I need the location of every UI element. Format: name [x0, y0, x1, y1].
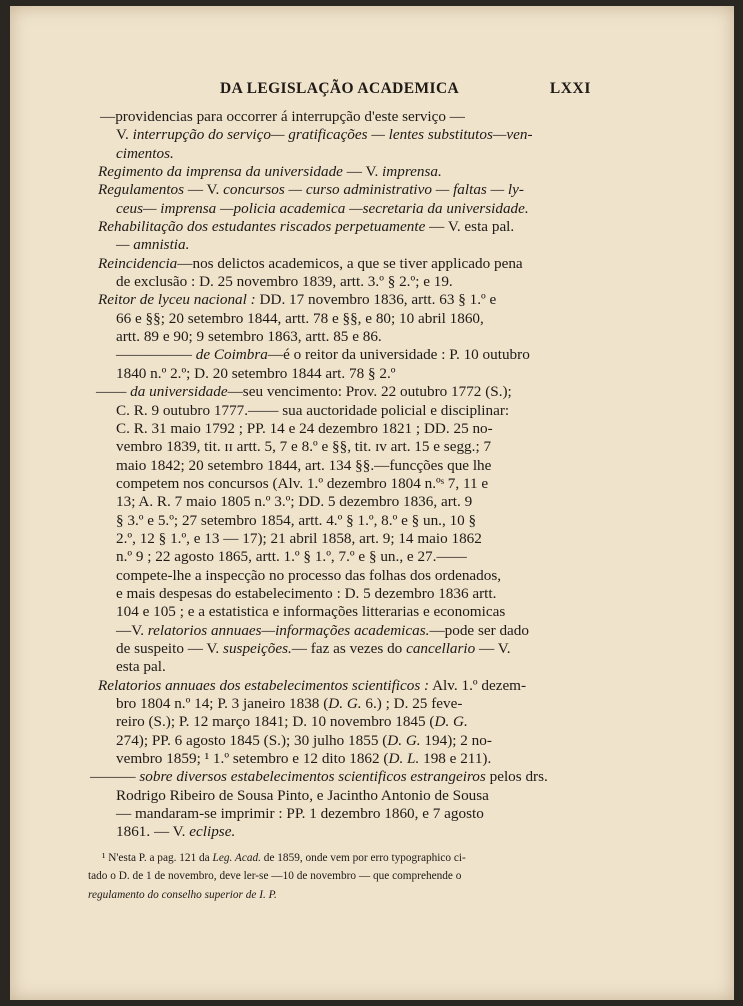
text-segment: vembro 1839, tit. ɪɪ artt. 5, 7 e 8.º e §§, tit. ɪᴠ art. 15 e segg.; 7	[116, 438, 492, 456]
text-segment: —pode ser dado	[429, 621, 529, 639]
italic-text: suspeições.	[223, 639, 292, 657]
text-segment: esta pal.	[116, 658, 166, 676]
text-segment: V.	[116, 126, 133, 144]
italic-text: D. L.	[388, 750, 420, 768]
text-line	[90, 768, 734, 786]
text-segment: pelos drs.	[485, 768, 548, 786]
text-segment: 2.º, 12 § 1.º, e 13 — 17); 21 abril 1858, art. 9; 14 maio 1862	[116, 529, 482, 547]
text-line	[116, 658, 734, 676]
italic-text: cancellario	[406, 639, 476, 657]
text-line	[116, 512, 734, 530]
text-line	[116, 548, 734, 566]
text-segment: de suspeito — V.	[116, 639, 224, 657]
text-line	[116, 713, 734, 731]
text-line	[116, 823, 734, 841]
text-segment: —nos delictos academicos, a que se tiver applicado pena	[177, 254, 523, 272]
italic-text: da universidade	[130, 383, 228, 401]
text-line	[98, 677, 734, 695]
text-segment: 66 e §§; 20 setembro 1844, artt. 78 e §§, e 80; 10 abril 1860,	[116, 309, 484, 327]
text-line	[116, 567, 734, 585]
italic-text: Regulamentos	[98, 181, 185, 199]
text-segment: competem nos concursos (Alv. 1.º dezembro 1804 n.ºˢ 7, 11 e	[116, 474, 489, 492]
text-line	[98, 218, 734, 236]
italic-text: imprensa.	[382, 163, 442, 181]
italic-text: D. G.	[387, 731, 421, 749]
text-segment: de exclusão : D. 25 novembro 1839, artt. 3.º § 2.º; e 19.	[116, 273, 453, 291]
text-segment: tado o D. de 1 de novembro, deve ler-se —10 de novembro — que comprehende o	[88, 870, 462, 883]
text-segment: C. R. 31 maio 1792 ; PP. 14 e 24 dezembro 1821 ; DD. 25 no-	[116, 419, 493, 437]
text-line	[98, 255, 734, 273]
text-segment: 198 e 211).	[419, 750, 492, 768]
running-header-title: DA LEGISLAÇÃO ACADEMICA	[220, 80, 460, 97]
text-segment: vembro 1859; ¹ 1.º setembro e 12 dito 1862 (	[116, 750, 389, 768]
text-line	[116, 750, 734, 768]
text-line	[116, 365, 734, 383]
text-line	[116, 145, 734, 163]
text-segment: n.º 9 ; 22 agosto 1865, artt. 1.º § 1.º, 7.º e § un., e 27.——	[116, 548, 467, 566]
text-segment: —V.	[116, 621, 148, 639]
text-line	[116, 732, 734, 750]
text-line	[100, 108, 734, 126]
text-segment: —providencias para occorrer á interrupção d'este serviço —	[100, 108, 465, 125]
italic-text: Leg. Acad.	[212, 852, 261, 864]
text-line	[116, 585, 734, 603]
text-segment: artt. 89 e 90; 9 setembro 1863, artt. 85 e 86.	[116, 328, 382, 346]
text-segment: —————	[116, 346, 196, 364]
text-segment: C. R. 9 outubro 1777.—— sua auctoridade policial e disciplinar:	[116, 401, 510, 419]
text-segment: compete-lhe a inspecção no processo das folhas dos ordenados,	[116, 566, 502, 584]
text-segment: — V.	[342, 163, 383, 181]
text-line	[116, 420, 734, 438]
italic-text: Regimento da imprensa da universidade	[98, 163, 343, 181]
italic-text: eclipse.	[189, 823, 236, 841]
text-line	[116, 622, 734, 640]
text-segment: § 3.º e 5.º; 27 setembro 1854, artt. 4.º § 1.º, 8.º e § un., 10 §	[116, 511, 477, 529]
text-line	[116, 695, 734, 713]
italic-text: Reincidencia	[98, 254, 178, 272]
text-segment: ———	[90, 768, 140, 786]
text-line	[116, 402, 734, 420]
italic-text: cimentos.	[116, 144, 174, 162]
text-segment: — mandaram-se imprimir : PP. 1 dezembro 1860, e 7 agosto	[116, 805, 484, 823]
footnote-line	[88, 888, 734, 906]
text-line	[116, 787, 734, 805]
text-line	[116, 346, 734, 364]
text-line	[116, 603, 734, 621]
text-segment: 274); PP. 6 agosto 1845 (S.); 30 julho 1855 (	[116, 731, 388, 749]
italic-text: Reitor de lyceu nacional :	[98, 291, 256, 309]
text-line	[116, 273, 734, 291]
italic-text: D. G.	[434, 713, 468, 731]
text-segment: 1861. — V.	[116, 823, 190, 841]
text-line	[116, 457, 734, 475]
italic-text: Rehabilitação dos estudantes riscados perpetuamente	[98, 218, 426, 236]
italic-text: sobre diversos estabelecimentos scientificos estrangeiros	[139, 768, 486, 786]
italic-text: relatorios annuaes—informações academicas.	[147, 621, 430, 639]
text-segment: Alv. 1.º dezem-	[429, 676, 527, 694]
italic-text: ceus— imprensa —policia academica —secretaria da universidade.	[116, 199, 529, 217]
text-segment: — V.	[184, 181, 224, 199]
text-segment: Rodrigo Ribeiro de Sousa Pinto, e Jacintho Antonio de Sousa	[116, 786, 489, 804]
text-line	[116, 438, 734, 456]
book-page	[10, 6, 734, 1000]
text-line	[116, 475, 734, 493]
text-line	[116, 236, 734, 254]
main-text-block	[10, 108, 734, 842]
footnote-line	[88, 869, 734, 887]
text-segment: —é o reitor da universidade : P. 10 outubro	[267, 346, 530, 364]
text-line	[98, 163, 734, 181]
text-segment: bro 1804 n.º 14; P. 3 janeiro 1838 (	[116, 695, 329, 712]
text-segment: — V. esta pal.	[425, 218, 515, 236]
text-segment: — faz as vezes do	[291, 639, 407, 657]
text-line	[116, 200, 734, 218]
text-segment: ¹ N'esta P. a pag. 121 da	[102, 852, 213, 864]
text-segment: DD. 17 novembro 1836, artt. 63 § 1.º e	[255, 291, 497, 309]
text-line	[116, 530, 734, 548]
italic-text: D. G.	[328, 695, 362, 712]
page-number: LXXI	[549, 80, 591, 97]
footnote-line	[102, 851, 734, 869]
italic-text: de Coimbra	[195, 346, 268, 364]
text-line	[116, 126, 734, 144]
italic-text: — amnistia.	[116, 236, 190, 254]
text-segment: reiro (S.); P. 12 março 1841; D. 10 novembro 1845 (	[116, 713, 435, 731]
text-line	[116, 328, 734, 346]
italic-text: interrupção do serviço— gratificações — lentes substitutos—ven-	[132, 126, 533, 144]
text-segment: de 1859, onde vem por erro typographico ci-	[260, 852, 466, 864]
text-line	[116, 310, 734, 328]
text-segment: 104 e 105 ; e a estatistica e informações litterarias e economicas	[116, 603, 506, 621]
italic-text: regulamento do conselho superior de I. P.	[88, 888, 277, 901]
text-segment: 6.) ; D. 25 feve-	[361, 695, 463, 712]
text-line	[116, 493, 734, 511]
text-line	[116, 640, 734, 658]
text-segment: 1840 n.º 2.º; D. 20 setembro 1844 art. 78 § 2.º	[116, 364, 396, 382]
text-line	[116, 805, 734, 823]
text-segment: 194); 2 no-	[420, 731, 492, 749]
footnote-block	[10, 851, 734, 906]
text-line	[98, 291, 734, 309]
text-line	[96, 383, 734, 401]
text-segment: —seu vencimento: Prov. 22 outubro 1772 (S.);	[227, 383, 512, 401]
italic-text: Relatorios annuaes dos estabelecimentos scientificos :	[98, 676, 430, 694]
text-line	[98, 181, 734, 199]
text-segment: e mais despesas do estabelecimento : D. 5 dezembro 1836 artt.	[116, 584, 497, 602]
text-segment: 13; A. R. 7 maio 1805 n.º 3.º; DD. 5 dezembro 1836, art. 9	[116, 493, 473, 511]
italic-text: concursos — curso administrativo — faltas — ly-	[223, 181, 524, 199]
text-segment: maio 1842; 20 setembro 1844, art. 134 §§.—funcções que lhe	[116, 456, 492, 474]
text-segment: ——	[96, 383, 131, 401]
text-segment: — V.	[475, 639, 511, 657]
